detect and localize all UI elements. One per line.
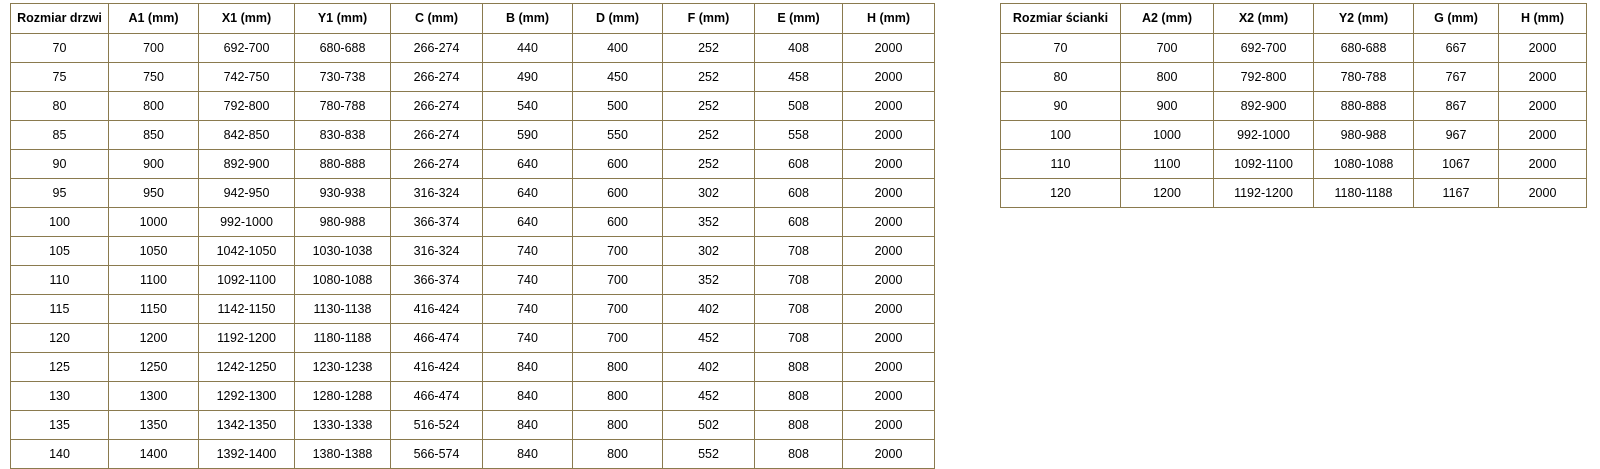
table-cell: 800 xyxy=(1121,63,1214,92)
table-cell: 1392-1400 xyxy=(199,440,295,469)
table-cell: 566-574 xyxy=(391,440,483,469)
table-cell: 880-888 xyxy=(295,150,391,179)
table-cell: 1150 xyxy=(109,295,199,324)
table-cell: 640 xyxy=(483,208,573,237)
table-cell: 540 xyxy=(483,92,573,121)
table-cell: 266-274 xyxy=(391,121,483,150)
table-cell: 840 xyxy=(483,353,573,382)
table-cell: 780-788 xyxy=(295,92,391,121)
table-row xyxy=(11,150,935,179)
table-cell: 1180-1188 xyxy=(1314,179,1414,208)
table-header-row xyxy=(11,4,935,34)
table-cell: 140 xyxy=(11,440,109,469)
table-row xyxy=(11,208,935,237)
table-cell: 2000 xyxy=(843,179,935,208)
table-cell: 416-424 xyxy=(391,353,483,382)
table-cell: 708 xyxy=(755,237,843,266)
table-cell: 700 xyxy=(573,295,663,324)
table-row xyxy=(11,440,935,469)
table-cell: 266-274 xyxy=(391,63,483,92)
table-cell: 730-738 xyxy=(295,63,391,92)
table-cell: 950 xyxy=(109,179,199,208)
table-cell: 490 xyxy=(483,63,573,92)
table-cell: 352 xyxy=(663,208,755,237)
table-cell: 742-750 xyxy=(199,63,295,92)
table-cell: 840 xyxy=(483,411,573,440)
table-row xyxy=(11,382,935,411)
doors-table-head xyxy=(11,4,935,34)
table-cell: 740 xyxy=(483,266,573,295)
table-cell: 70 xyxy=(1001,34,1121,63)
column-header: Rozmiar ścianki xyxy=(1001,4,1121,34)
table-cell: 110 xyxy=(1001,150,1121,179)
doors-dimensions-table xyxy=(10,3,935,469)
doors-table-container xyxy=(10,3,935,469)
table-cell: 1042-1050 xyxy=(199,237,295,266)
table-cell: 2000 xyxy=(843,92,935,121)
table-cell: 608 xyxy=(755,208,843,237)
table-cell: 2000 xyxy=(843,353,935,382)
table-cell: 252 xyxy=(663,92,755,121)
table-cell: 680-688 xyxy=(1314,34,1414,63)
table-cell: 1250 xyxy=(109,353,199,382)
table-cell: 458 xyxy=(755,63,843,92)
table-cell: 2000 xyxy=(843,295,935,324)
table-cell: 2000 xyxy=(843,382,935,411)
column-header: Rozmiar drzwi xyxy=(11,4,109,34)
table-row xyxy=(1001,63,1587,92)
table-cell: 502 xyxy=(663,411,755,440)
table-cell: 700 xyxy=(1121,34,1214,63)
table-cell: 416-424 xyxy=(391,295,483,324)
column-header: A2 (mm) xyxy=(1121,4,1214,34)
table-cell: 1180-1188 xyxy=(295,324,391,353)
table-cell: 600 xyxy=(573,208,663,237)
table-cell: 740 xyxy=(483,237,573,266)
table-cell: 440 xyxy=(483,34,573,63)
table-cell: 302 xyxy=(663,179,755,208)
table-cell: 450 xyxy=(573,63,663,92)
column-header: C (mm) xyxy=(391,4,483,34)
table-cell: 1330-1338 xyxy=(295,411,391,440)
wall-dimensions-table xyxy=(1000,3,1587,208)
table-cell: 1167 xyxy=(1414,179,1499,208)
table-cell: 800 xyxy=(109,92,199,121)
table-cell: 1092-1100 xyxy=(199,266,295,295)
table-cell: 550 xyxy=(573,121,663,150)
table-cell: 2000 xyxy=(843,34,935,63)
table-cell: 366-374 xyxy=(391,266,483,295)
table-cell: 1300 xyxy=(109,382,199,411)
table-cell: 1130-1138 xyxy=(295,295,391,324)
table-cell: 740 xyxy=(483,295,573,324)
table-header-row xyxy=(1001,4,1587,34)
table-cell: 500 xyxy=(573,92,663,121)
table-row xyxy=(11,411,935,440)
table-cell: 800 xyxy=(573,382,663,411)
table-cell: 780-788 xyxy=(1314,63,1414,92)
column-header: E (mm) xyxy=(755,4,843,34)
column-header: B (mm) xyxy=(483,4,573,34)
table-cell: 402 xyxy=(663,353,755,382)
table-cell: 1200 xyxy=(109,324,199,353)
table-cell: 516-524 xyxy=(391,411,483,440)
table-cell: 1000 xyxy=(1121,121,1214,150)
table-cell: 708 xyxy=(755,266,843,295)
table-cell: 1192-1200 xyxy=(1214,179,1314,208)
table-cell: 808 xyxy=(755,353,843,382)
table-cell: 70 xyxy=(11,34,109,63)
table-cell: 75 xyxy=(11,63,109,92)
table-cell: 880-888 xyxy=(1314,92,1414,121)
table-cell: 2000 xyxy=(1499,121,1587,150)
table-row xyxy=(11,266,935,295)
table-cell: 608 xyxy=(755,179,843,208)
table-cell: 90 xyxy=(1001,92,1121,121)
table-cell: 708 xyxy=(755,324,843,353)
column-header: H (mm) xyxy=(843,4,935,34)
table-cell: 2000 xyxy=(843,121,935,150)
wall-table-container xyxy=(1000,3,1587,208)
table-cell: 842-850 xyxy=(199,121,295,150)
table-cell: 466-474 xyxy=(391,382,483,411)
table-cell: 85 xyxy=(11,121,109,150)
table-cell: 1092-1100 xyxy=(1214,150,1314,179)
table-cell: 692-700 xyxy=(199,34,295,63)
table-cell: 800 xyxy=(573,440,663,469)
table-cell: 110 xyxy=(11,266,109,295)
table-cell: 808 xyxy=(755,411,843,440)
table-cell: 740 xyxy=(483,324,573,353)
table-cell: 266-274 xyxy=(391,34,483,63)
table-cell: 316-324 xyxy=(391,237,483,266)
table-cell: 700 xyxy=(573,266,663,295)
table-cell: 640 xyxy=(483,150,573,179)
table-cell: 640 xyxy=(483,179,573,208)
table-cell: 366-374 xyxy=(391,208,483,237)
table-cell: 700 xyxy=(573,324,663,353)
table-row xyxy=(11,92,935,121)
table-cell: 1050 xyxy=(109,237,199,266)
table-row xyxy=(11,353,935,382)
table-cell: 2000 xyxy=(843,440,935,469)
table-row xyxy=(1001,92,1587,121)
table-row xyxy=(11,121,935,150)
table-cell: 120 xyxy=(11,324,109,353)
table-cell: 120 xyxy=(1001,179,1121,208)
table-cell: 850 xyxy=(109,121,199,150)
table-row xyxy=(11,324,935,353)
table-cell: 800 xyxy=(573,411,663,440)
table-cell: 2000 xyxy=(843,411,935,440)
table-cell: 1000 xyxy=(109,208,199,237)
column-header: Y2 (mm) xyxy=(1314,4,1414,34)
table-cell: 980-988 xyxy=(1314,121,1414,150)
table-row xyxy=(1001,121,1587,150)
table-cell: 1080-1088 xyxy=(295,266,391,295)
table-cell: 552 xyxy=(663,440,755,469)
table-cell: 750 xyxy=(109,63,199,92)
table-cell: 1350 xyxy=(109,411,199,440)
table-cell: 792-800 xyxy=(199,92,295,121)
table-row xyxy=(11,295,935,324)
table-cell: 252 xyxy=(663,121,755,150)
table-cell: 508 xyxy=(755,92,843,121)
table-cell: 2000 xyxy=(843,63,935,92)
table-cell: 452 xyxy=(663,324,755,353)
table-cell: 266-274 xyxy=(391,150,483,179)
column-header: A1 (mm) xyxy=(109,4,199,34)
table-cell: 992-1000 xyxy=(199,208,295,237)
table-cell: 1100 xyxy=(1121,150,1214,179)
table-cell: 840 xyxy=(483,382,573,411)
table-cell: 352 xyxy=(663,266,755,295)
table-cell: 95 xyxy=(11,179,109,208)
table-cell: 252 xyxy=(663,63,755,92)
table-cell: 2000 xyxy=(1499,150,1587,179)
wall-table-body xyxy=(1001,34,1587,208)
table-cell: 800 xyxy=(573,353,663,382)
table-cell: 900 xyxy=(109,150,199,179)
table-cell: 600 xyxy=(573,179,663,208)
table-cell: 115 xyxy=(11,295,109,324)
table-cell: 252 xyxy=(663,150,755,179)
table-cell: 1280-1288 xyxy=(295,382,391,411)
table-cell: 700 xyxy=(109,34,199,63)
table-cell: 2000 xyxy=(843,324,935,353)
table-row xyxy=(11,63,935,92)
table-cell: 2000 xyxy=(1499,92,1587,121)
table-cell: 1030-1038 xyxy=(295,237,391,266)
table-cell: 892-900 xyxy=(1214,92,1314,121)
table-cell: 1200 xyxy=(1121,179,1214,208)
table-cell: 708 xyxy=(755,295,843,324)
table-cell: 980-988 xyxy=(295,208,391,237)
table-cell: 558 xyxy=(755,121,843,150)
column-header: X1 (mm) xyxy=(199,4,295,34)
table-cell: 130 xyxy=(11,382,109,411)
table-cell: 1142-1150 xyxy=(199,295,295,324)
wall-table-head xyxy=(1001,4,1587,34)
table-cell: 302 xyxy=(663,237,755,266)
table-cell: 1100 xyxy=(109,266,199,295)
table-row xyxy=(11,34,935,63)
table-cell: 680-688 xyxy=(295,34,391,63)
table-cell: 402 xyxy=(663,295,755,324)
column-header: H (mm) xyxy=(1499,4,1587,34)
table-row xyxy=(1001,179,1587,208)
table-cell: 900 xyxy=(1121,92,1214,121)
table-cell: 892-900 xyxy=(199,150,295,179)
column-header: D (mm) xyxy=(573,4,663,34)
table-cell: 105 xyxy=(11,237,109,266)
table-cell: 100 xyxy=(11,208,109,237)
table-cell: 692-700 xyxy=(1214,34,1314,63)
table-cell: 135 xyxy=(11,411,109,440)
table-row xyxy=(1001,34,1587,63)
table-cell: 967 xyxy=(1414,121,1499,150)
table-cell: 1400 xyxy=(109,440,199,469)
table-cell: 452 xyxy=(663,382,755,411)
table-cell: 80 xyxy=(1001,63,1121,92)
table-cell: 400 xyxy=(573,34,663,63)
table-cell: 266-274 xyxy=(391,92,483,121)
table-cell: 252 xyxy=(663,34,755,63)
table-cell: 2000 xyxy=(843,150,935,179)
table-cell: 767 xyxy=(1414,63,1499,92)
table-cell: 667 xyxy=(1414,34,1499,63)
table-cell: 80 xyxy=(11,92,109,121)
table-row xyxy=(11,179,935,208)
table-cell: 700 xyxy=(573,237,663,266)
table-cell: 590 xyxy=(483,121,573,150)
table-cell: 2000 xyxy=(1499,63,1587,92)
column-header: Y1 (mm) xyxy=(295,4,391,34)
table-cell: 992-1000 xyxy=(1214,121,1314,150)
table-cell: 792-800 xyxy=(1214,63,1314,92)
table-cell: 1242-1250 xyxy=(199,353,295,382)
table-cell: 2000 xyxy=(843,208,935,237)
table-cell: 830-838 xyxy=(295,121,391,150)
table-cell: 608 xyxy=(755,150,843,179)
table-cell: 1067 xyxy=(1414,150,1499,179)
table-cell: 2000 xyxy=(843,237,935,266)
table-cell: 408 xyxy=(755,34,843,63)
table-cell: 466-474 xyxy=(391,324,483,353)
table-cell: 930-938 xyxy=(295,179,391,208)
table-cell: 600 xyxy=(573,150,663,179)
table-cell: 2000 xyxy=(1499,179,1587,208)
table-cell: 1380-1388 xyxy=(295,440,391,469)
table-cell: 2000 xyxy=(1499,34,1587,63)
table-cell: 808 xyxy=(755,440,843,469)
table-cell: 808 xyxy=(755,382,843,411)
column-header: X2 (mm) xyxy=(1214,4,1314,34)
table-cell: 1342-1350 xyxy=(199,411,295,440)
table-cell: 1292-1300 xyxy=(199,382,295,411)
table-cell: 90 xyxy=(11,150,109,179)
table-cell: 125 xyxy=(11,353,109,382)
column-header: F (mm) xyxy=(663,4,755,34)
table-cell: 100 xyxy=(1001,121,1121,150)
table-cell: 1192-1200 xyxy=(199,324,295,353)
table-cell: 867 xyxy=(1414,92,1499,121)
table-row xyxy=(1001,150,1587,179)
table-cell: 1230-1238 xyxy=(295,353,391,382)
table-cell: 2000 xyxy=(843,266,935,295)
table-cell: 316-324 xyxy=(391,179,483,208)
table-cell: 942-950 xyxy=(199,179,295,208)
table-cell: 840 xyxy=(483,440,573,469)
table-cell: 1080-1088 xyxy=(1314,150,1414,179)
column-header: G (mm) xyxy=(1414,4,1499,34)
doors-table-body xyxy=(11,34,935,469)
table-row xyxy=(11,237,935,266)
